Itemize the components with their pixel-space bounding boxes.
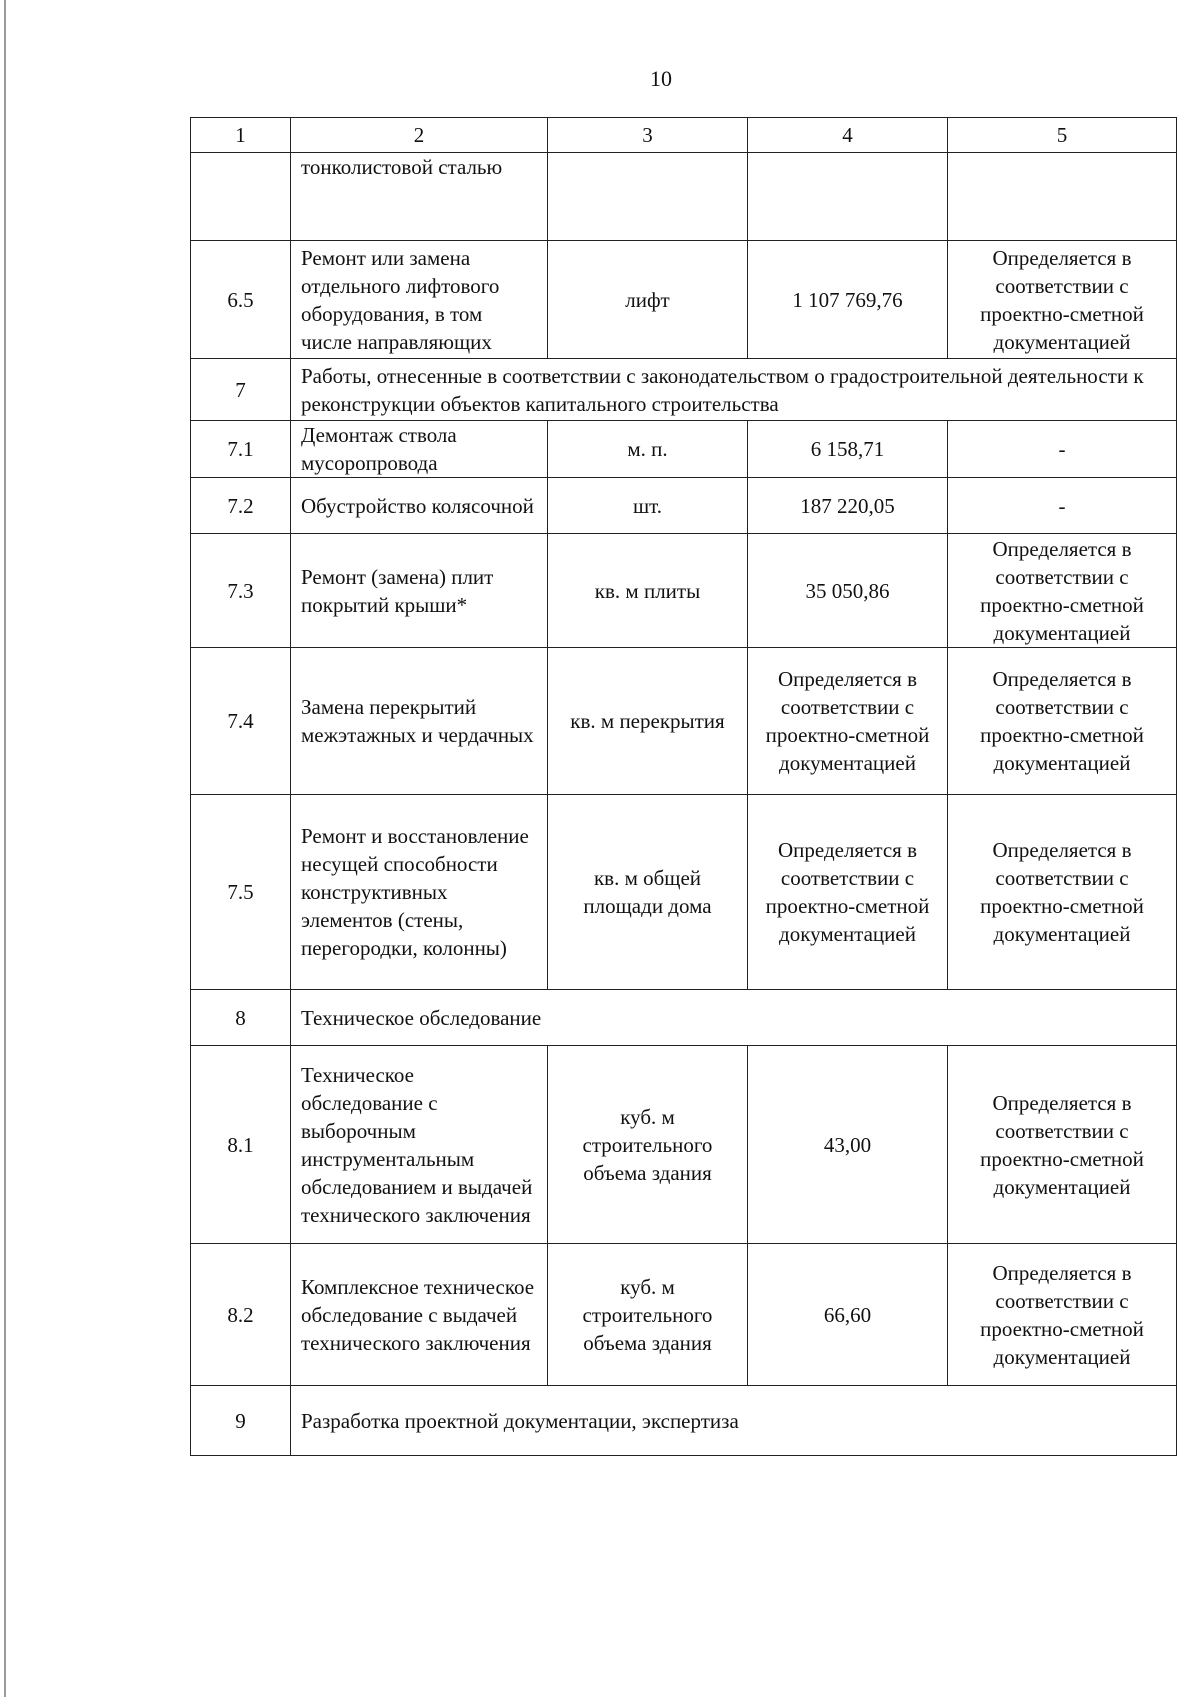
section-title: Работы, отнесенные в соответствии с законодательством о градостроительной деятельности к реконструкции объектов капитального строительства <box>291 359 1177 421</box>
cost-cell: 66,60 <box>748 1244 948 1386</box>
row-number: 7.1 <box>191 421 291 478</box>
note-cell: Определяется в соответствии с проектно-сметной документацией <box>948 534 1177 648</box>
work-description: тонколистовой сталью <box>291 153 548 241</box>
work-description: Замена перекрытий межэтажных и чердачных <box>291 648 548 795</box>
note-cell <box>948 153 1177 241</box>
row-number: 7.3 <box>191 534 291 648</box>
unit-cell: лифт <box>548 241 748 359</box>
table-row <box>191 241 1177 359</box>
unit-cell: куб. м строительного объема здания <box>548 1046 748 1244</box>
table-row <box>191 648 1177 795</box>
table-row <box>191 795 1177 990</box>
works-table <box>190 117 1176 1456</box>
note-cell: Определяется в соответствии с проектно-сметной документацией <box>948 795 1177 990</box>
table-row <box>191 421 1177 478</box>
section-row <box>191 359 1177 421</box>
unit-cell: кв. м общей площади дома <box>548 795 748 990</box>
row-number: 8 <box>191 990 291 1046</box>
work-description: Комплексное техническое обследование с выдачей технического заключения <box>291 1244 548 1386</box>
cost-cell: 43,00 <box>748 1046 948 1244</box>
cost-cell <box>748 153 948 241</box>
header-cell: 1 <box>191 118 291 153</box>
work-description: Ремонт или замена отдельного лифтового оборудования, в том числе направляющих <box>291 241 548 359</box>
page-number: 10 <box>650 66 672 91</box>
section-row <box>191 990 1177 1046</box>
unit-cell: куб. м строительного объема здания <box>548 1244 748 1386</box>
table-row <box>191 478 1177 534</box>
row-number: 8.2 <box>191 1244 291 1386</box>
work-description: Техническое обследование с выборочным инструментальным обследованием и выдачей технического заключения <box>291 1046 548 1244</box>
work-description: Ремонт (замена) плит покрытий крыши* <box>291 534 548 648</box>
cost-cell: Определяется в соответствии с проектно-сметной документацией <box>748 795 948 990</box>
table-row <box>191 1244 1177 1386</box>
table-row <box>191 153 1177 241</box>
cost-cell: Определяется в соответствии с проектно-сметной документацией <box>748 648 948 795</box>
work-description: Демонтаж ствола мусоропровода <box>291 421 548 478</box>
unit-cell: м. п. <box>548 421 748 478</box>
row-number <box>191 153 291 241</box>
note-cell: Определяется в соответствии с проектно-сметной документацией <box>948 648 1177 795</box>
row-number: 6.5 <box>191 241 291 359</box>
note-cell: - <box>948 421 1177 478</box>
note-cell: Определяется в соответствии с проектно-сметной документацией <box>948 1046 1177 1244</box>
row-number: 9 <box>191 1386 291 1456</box>
section-row <box>191 1386 1177 1456</box>
row-number: 7.5 <box>191 795 291 990</box>
header-cell: 4 <box>748 118 948 153</box>
work-description: Ремонт и восстановление несущей способности конструктивных элементов (стены, перегородки, колонны) <box>291 795 548 990</box>
section-title: Разработка проектной документации, экспертиза <box>291 1386 1177 1456</box>
unit-cell <box>548 153 748 241</box>
note-cell: - <box>948 478 1177 534</box>
header-cell: 5 <box>948 118 1177 153</box>
table-row <box>191 534 1177 648</box>
work-description: Обустройство колясочной <box>291 478 548 534</box>
header-cell: 3 <box>548 118 748 153</box>
cost-cell: 187 220,05 <box>748 478 948 534</box>
header-row <box>191 118 1177 153</box>
header-cell: 2 <box>291 118 548 153</box>
row-number: 7 <box>191 359 291 421</box>
table-row <box>191 1046 1177 1244</box>
row-number: 7.2 <box>191 478 291 534</box>
scan-edge-line <box>4 0 6 1697</box>
row-number: 8.1 <box>191 1046 291 1244</box>
cost-cell: 35 050,86 <box>748 534 948 648</box>
unit-cell: кв. м плиты <box>548 534 748 648</box>
unit-cell: кв. м перекрытия <box>548 648 748 795</box>
section-title: Техническое обследование <box>291 990 1177 1046</box>
cost-cell: 6 158,71 <box>748 421 948 478</box>
row-number: 7.4 <box>191 648 291 795</box>
note-cell: Определяется в соответствии с проектно-сметной документацией <box>948 1244 1177 1386</box>
note-cell: Определяется в соответствии с проектно-сметной документацией <box>948 241 1177 359</box>
unit-cell: шт. <box>548 478 748 534</box>
cost-cell: 1 107 769,76 <box>748 241 948 359</box>
